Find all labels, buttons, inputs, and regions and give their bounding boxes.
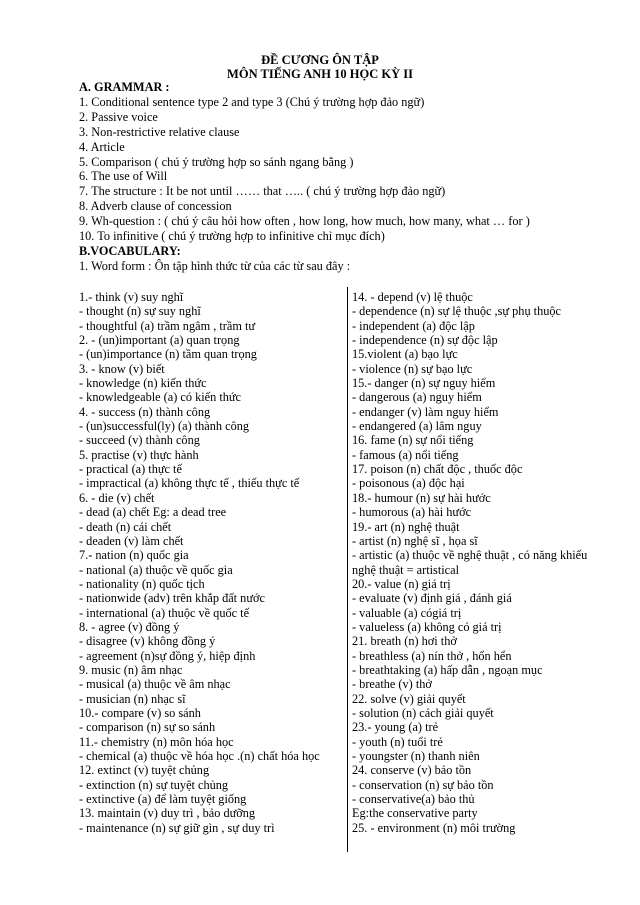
word-form-entry: 4. - success (n) thành công xyxy=(79,404,211,419)
grammar-heading: A. GRAMMAR : xyxy=(79,80,170,94)
word-form-entry: - death (n) cái chết xyxy=(79,519,172,534)
word-form-entry: Eg:the conservative party xyxy=(352,806,478,821)
word-form-entry: 12. extinct (v) tuyệt chủng xyxy=(79,763,210,778)
word-form-entry: - (un)successful(ly) (a) thành công xyxy=(79,419,250,434)
word-form-entry: - deaden (v) làm chết xyxy=(79,533,184,548)
word-form-entry: 15.- danger (n) sự nguy hiểm xyxy=(352,376,496,391)
grammar-item: 8. Adverb clause of concession xyxy=(79,199,232,214)
word-form-entry: 23.- young (a) trẻ xyxy=(352,720,439,735)
word-form-entry: - poisonous (a) độc hại xyxy=(352,476,465,491)
word-form-entry: - famous (a) nổi tiếng xyxy=(352,447,459,462)
word-form-entry: - dependence (n) sự lệ thuộc ,sự phụ thuộc xyxy=(352,304,561,319)
word-form-entry: - breathtaking (a) hấp dẫn , ngoạn mục xyxy=(352,662,543,677)
grammar-item: 7. The structure : It be not until …… that ….. ( chú ý trường hợp đảo ngữ) xyxy=(79,184,446,199)
word-form-entry: - comparison (n) sự so sánh xyxy=(79,720,216,735)
word-form-entry: 2. - (un)important (a) quan trọng xyxy=(79,333,240,348)
word-form-entry: - nationality (n) quốc tịch xyxy=(79,576,205,591)
word-form-entry: - conservative(a) bảo thủ xyxy=(352,792,475,807)
word-form-entry: - endanger (v) làm nguy hiểm xyxy=(352,404,499,419)
word-form-entry: - breathless (a) nín thở , hổn hển xyxy=(352,648,512,663)
word-form-entry: - dangerous (a) nguy hiểm xyxy=(352,390,482,405)
grammar-item: 2. Passive voice xyxy=(79,109,158,124)
word-form-entry: 6. - die (v) chết xyxy=(79,490,155,505)
word-form-entry: - maintenance (n) sự giữ gìn , sự duy trì xyxy=(79,820,275,835)
document-title: ĐỀ CƯƠNG ÔN TẬP xyxy=(261,53,379,67)
grammar-item: 9. Wh-question : ( chú ý câu hỏi how often , how long, how much, how many, what … for ) xyxy=(79,214,530,229)
word-form-right-column xyxy=(352,290,602,835)
word-form-entry: - chemical (a) thuộc về hóa học .(n) chất hóa học xyxy=(79,749,320,763)
word-form-entry: - valuable (a) cógiá trị xyxy=(352,605,462,620)
word-form-entry: 24. conserve (v) bảo tồn xyxy=(352,763,472,778)
grammar-item: 3. Non-restrictive relative clause xyxy=(79,124,240,139)
word-form-entry: 18.- humour (n) sự hài hước xyxy=(352,490,491,505)
word-form-entry: 17. poison (n) chất độc , thuốc độc xyxy=(352,462,523,477)
word-form-entry: 9. music (n) âm nhạc xyxy=(79,662,183,677)
word-form-entry: - agreement (n)sự đồng ý, hiệp định xyxy=(79,648,256,663)
column-divider xyxy=(347,287,348,852)
word-form-entry: - dead (a) chết Eg: a dead tree xyxy=(79,505,227,520)
word-form-entry: - succeed (v) thành công xyxy=(79,433,200,448)
word-form-entry: 7.- nation (n) quốc gia xyxy=(79,548,189,563)
word-form-entry: - humorous (a) hài hước xyxy=(352,505,472,520)
word-form-entry: - conservation (n) sự bảo tồn xyxy=(352,777,494,792)
word-form-entry: 10.- compare (v) so sánh xyxy=(79,705,201,720)
word-form-entry: 13. maintain (v) duy trì , bảo dưỡng xyxy=(79,806,256,821)
word-form-entry: - youth (n) tuổi trẻ xyxy=(352,734,443,749)
word-form-entry: 15.violent (a) bạo lực xyxy=(352,347,458,362)
word-form-entry: nghệ thuật = artistical xyxy=(352,562,459,577)
word-form-entry: 3. - know (v) biết xyxy=(79,361,165,376)
grammar-item: 10. To infinitive ( chú ý trường hợp to infinitive chỉ mục đích) xyxy=(79,229,385,244)
word-form-entry: 20.- value (n) giá trị xyxy=(352,576,451,591)
word-form-entry: - international (a) thuộc về quốc tế xyxy=(79,605,250,620)
word-form-entry: 19.- art (n) nghệ thuật xyxy=(352,519,460,534)
word-form-entry: - knowledgeable (a) có kiến thức xyxy=(79,390,242,405)
word-form-entry: 8. - agree (v) đồng ý xyxy=(79,619,180,634)
word-form-entry: - disagree (v) không đồng ý xyxy=(79,634,216,649)
word-form-entry: - nationwide (adv) trên khắp đất nước xyxy=(79,591,265,606)
word-form-entry: 14. - depend (v) lệ thuộc xyxy=(352,290,473,304)
word-form-left-column xyxy=(79,290,345,835)
grammar-item: 1. Conditional sentence type 2 and type 3 (Chú ý trường hợp đảo ngữ) xyxy=(79,94,425,109)
document-subtitle: MÔN TIẾNG ANH 10 HỌC KỲ II xyxy=(227,67,413,81)
word-form-entry: 16. fame (n) sự nổi tiếng xyxy=(352,433,474,448)
word-form-entry: - independent (a) độc lập xyxy=(352,318,475,333)
word-form-entry: - extinction (n) sự tuyệt chủng xyxy=(79,777,229,792)
word-form-entry: - evaluate (v) định giá , đánh giá xyxy=(352,591,512,606)
word-form-entry: - national (a) thuộc về quốc gia xyxy=(79,562,233,577)
vocabulary-heading: B.VOCABULARY: xyxy=(79,243,181,258)
word-form-entry: - breathe (v) thở xyxy=(352,677,432,692)
word-form-entry: - practical (a) thực tế xyxy=(79,462,182,477)
grammar-item: 6. The use of Will xyxy=(79,169,168,184)
word-form-entry: - (un)importance (n) tầm quan trọng xyxy=(79,347,257,362)
word-form-entry: - musician (n) nhạc sĩ xyxy=(79,691,186,706)
word-form-entry: - valueless (a) không có giá trị xyxy=(352,619,502,634)
word-form-entry: - violence (n) sự bạo lực xyxy=(352,361,473,376)
grammar-item: 5. Comparison ( chú ý trường hợp so sánh ngang bằng ) xyxy=(79,154,354,169)
word-form-entry: - thoughtful (a) trầm ngâm , trầm tư xyxy=(79,318,256,333)
word-form-entry: 22. solve (v) giải quyết xyxy=(352,691,466,706)
word-form-entry: - impractical (a) không thực tế , thiếu thực tế xyxy=(79,476,300,491)
word-form-entry: - artist (n) nghệ sĩ , họa sĩ xyxy=(352,533,478,548)
word-form-entry: 21. breath (n) hơi thở xyxy=(352,634,457,649)
word-form-entry: - musical (a) thuộc về âm nhạc xyxy=(79,677,231,692)
grammar-section xyxy=(79,80,599,274)
vocabulary-intro: 1. Word form : Ôn tập hình thức từ của các từ sau đây : xyxy=(79,258,351,273)
word-form-entry: 25. - environment (n) môi trường xyxy=(352,820,516,835)
word-form-entry: 5. practise (v) thực hành xyxy=(79,447,199,462)
word-form-entry: - knowledge (n) kiến thức xyxy=(79,376,207,391)
word-form-entry: 1.- think (v) suy nghĩ xyxy=(79,290,184,304)
word-form-entry: 11.- chemistry (n) môn hóa học xyxy=(79,734,234,749)
word-form-entry: - independence (n) sự độc lập xyxy=(352,333,498,348)
word-form-entry: - youngster (n) thanh niên xyxy=(352,749,480,763)
word-form-entry: - solution (n) cách giải quyết xyxy=(352,705,494,720)
word-form-entry: - thought (n) sự suy nghĩ xyxy=(79,304,201,319)
word-form-entry: - extinctive (a) để làm tuyệt giống xyxy=(79,792,247,807)
grammar-item: 4. Article xyxy=(79,139,125,154)
word-form-entry: - endangered (a) lâm nguy xyxy=(352,419,482,434)
word-form-entry: - artistic (a) thuộc về nghệ thuật , có năng khiếu xyxy=(352,548,588,563)
